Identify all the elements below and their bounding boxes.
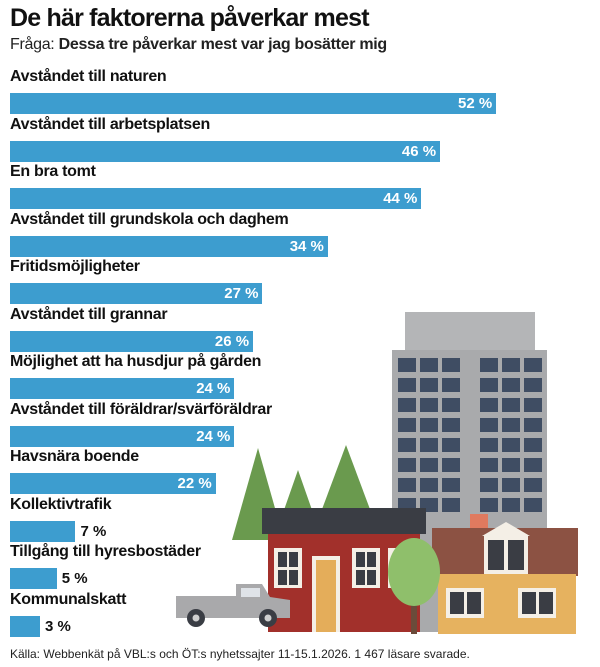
- category-label: Avståndet till grundskola och daghem: [10, 210, 289, 228]
- category-label: Möjlighet att ha husdjur på gården: [10, 353, 262, 370]
- bar: [10, 521, 75, 542]
- bar-value-label: 44 %: [383, 190, 418, 207]
- category-label: Avståndet till grannar: [10, 305, 168, 323]
- source-note: Källa: Webbenkät på VBL:s och ÖT:s nyhetssajter 11-15.1.2026. 1 467 läsare svarade.: [10, 647, 470, 661]
- subtitle-text: Dessa tre påverkar mest var jag bosätter mig: [58, 36, 387, 53]
- bar-value-label: 52 %: [457, 95, 493, 112]
- bar-value-label: 34 %: [289, 237, 324, 255]
- category-label: Kollektivtrafik: [10, 495, 112, 513]
- bar: [10, 93, 496, 114]
- bar-value-label: 7 %: [80, 522, 107, 540]
- bar: [10, 568, 57, 589]
- category-label: Avståndet till arbetsplatsen: [10, 115, 210, 133]
- bar: [10, 188, 421, 209]
- category-label: Fritidsmöjligheter: [10, 258, 140, 275]
- category-label: En bra tomt: [10, 163, 96, 180]
- bar: [10, 616, 40, 637]
- category-label: Tillgång till hyresbostäder: [10, 543, 201, 560]
- chart-title: De här faktorerna påverkar mest: [10, 4, 369, 32]
- bar-value-label: 26 %: [214, 332, 250, 350]
- bar-value-label: 27 %: [224, 285, 259, 302]
- category-label: Avståndet till naturen: [10, 68, 167, 85]
- subtitle-prefix: Fråga:: [10, 36, 55, 53]
- bar-value-label: 22 %: [177, 475, 212, 492]
- bar: [10, 141, 440, 162]
- category-label: Kommunalskatt: [10, 590, 127, 608]
- category-label: Avståndet till föräldrar/svärföräldrar: [10, 400, 272, 418]
- bar-value-label: 24 %: [196, 427, 231, 445]
- bar-value-label: 46 %: [401, 142, 437, 160]
- category-label: Havsnära boende: [10, 448, 139, 465]
- bar-value-label: 24 %: [196, 380, 231, 397]
- bar-value-label: 3 %: [45, 617, 71, 635]
- bar-value-label: 5 %: [61, 570, 88, 587]
